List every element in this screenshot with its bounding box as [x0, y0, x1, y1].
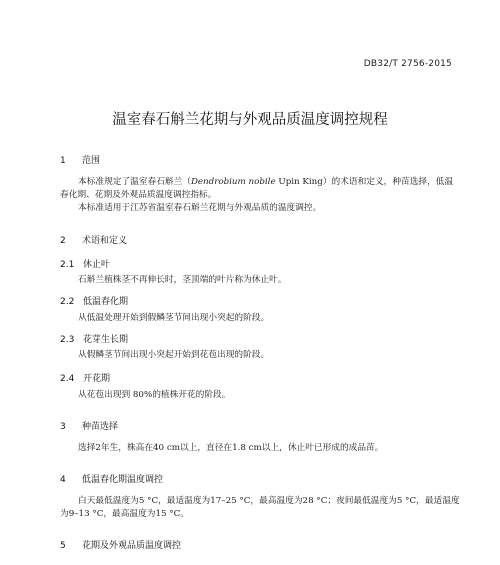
section-number: 2 — [60, 236, 66, 246]
term-title: 低温春化期 — [83, 297, 129, 307]
term-title: 花芽生长期 — [83, 335, 129, 345]
section-title: 花期及外观品质温度调控 — [82, 541, 182, 551]
term-2-1-definition: 石斛兰植株茎不再伸长时，茎顶端的叶片称为休止叶。 — [78, 275, 287, 285]
section-number: 3 — [60, 422, 66, 432]
section-2-heading — [60, 233, 127, 246]
section-1-heading — [60, 153, 100, 166]
term-2-3-definition: 从假鳞茎节间出现小突起开始到花苞出现的阶段。 — [78, 350, 270, 360]
section-title: 术语和定义 — [82, 236, 128, 246]
term-number: 2.3 — [60, 335, 75, 345]
section-5-heading — [60, 538, 181, 551]
term-number: 2.4 — [60, 374, 75, 384]
section-number: 5 — [60, 541, 66, 551]
standard-code: DB32/T 2756-2015 — [363, 59, 452, 69]
term-title: 休止叶 — [83, 260, 111, 270]
section-4-heading — [60, 472, 163, 485]
term-2-4-definition: 从花苞出现到 80%的植株开花的阶段。 — [78, 390, 231, 400]
section-title: 范围 — [82, 156, 101, 166]
section-1-paragraph-2: 本标准适用于江苏省温室春石斛兰花期与外观品质的温度调控。 — [78, 203, 322, 213]
term-2-1-heading — [60, 257, 110, 270]
section-3-paragraph: 选择2年生，株高在40 cm以上，直径在1.8 cm以上，休止叶已形成的成品苗。 — [78, 443, 384, 453]
section-1-paragraph-1: 本标准规定了温室春石斛兰（Dendrobium nobile Upin King）的术语和定义，种苗选择，低温春化期、花期及外观品质温度调控指标。 — [60, 177, 454, 200]
term-2-4-heading — [60, 371, 110, 384]
section-title: 低温春化期温度调控 — [82, 475, 164, 485]
term-2-3-heading — [60, 332, 128, 345]
section-number: 4 — [60, 475, 66, 485]
term-2-2-heading — [60, 294, 128, 307]
document-title: 温室春石斛兰花期与外观品质温度调控规程 — [112, 112, 388, 128]
section-number: 1 — [60, 156, 66, 166]
term-title: 开花期 — [83, 374, 111, 384]
species-name: Dendrobium nobile — [190, 177, 276, 187]
section-3-heading — [60, 419, 118, 432]
term-2-2-definition: 从低温处理开始到假鳞茎节间出现小突起的阶段。 — [78, 313, 270, 323]
term-number: 2.2 — [60, 297, 75, 307]
term-number: 2.1 — [60, 260, 75, 270]
section-4-paragraph: 白天最低温度为5 °C，最适温度为17–25 °C，最高温度为28 °C；夜间最低温度为5 °C，最适温度为9–13 °C，最高温度为15 °C。 — [60, 496, 460, 519]
section-title: 种苗选择 — [82, 422, 119, 432]
